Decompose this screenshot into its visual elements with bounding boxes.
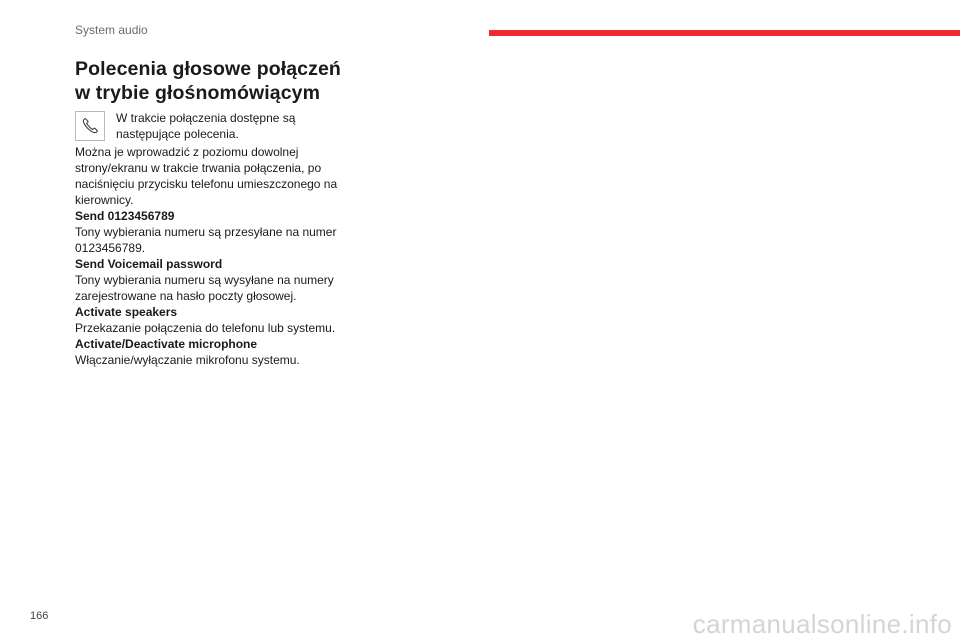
command-label: Activate/Deactivate microphone <box>75 337 258 351</box>
command-description: Przekazanie połączenia do telefonu lub systemu. <box>75 321 336 335</box>
section-title: Polecenia głosowe połączeń w trybie głośnomówiącym <box>75 58 341 104</box>
section-header-label: System audio <box>75 23 148 37</box>
intro-text: W trakcie połączenia dostępne są następujące polecenia. <box>116 111 296 141</box>
command-description: Tony wybierania numeru są wysyłane na numery zarejestrowane na hasło poczty głosowej. <box>75 273 334 303</box>
description-text: Można je wprowadzić z poziomu dowolnej strony/ekranu w trakcie trwania połączenia, po naciśnięciu przycisku telefonu umieszczonego na kierownicy. <box>75 145 338 207</box>
page-number: 166 <box>30 610 49 622</box>
command-label: Send 0123456789 <box>75 209 175 223</box>
main-content <box>75 57 347 368</box>
phone-icon <box>75 111 105 141</box>
command-description: Tony wybierania numeru są przesyłane na numer 0123456789. <box>75 225 337 255</box>
intro-block <box>75 110 347 142</box>
watermark-text: carmanualsonline.info <box>692 609 952 639</box>
command-label: Activate speakers <box>75 305 178 319</box>
accent-bar <box>489 30 960 36</box>
command-description: Włączanie/wyłączanie mikrofonu systemu. <box>75 353 300 367</box>
command-label: Send Voicemail password <box>75 257 223 271</box>
